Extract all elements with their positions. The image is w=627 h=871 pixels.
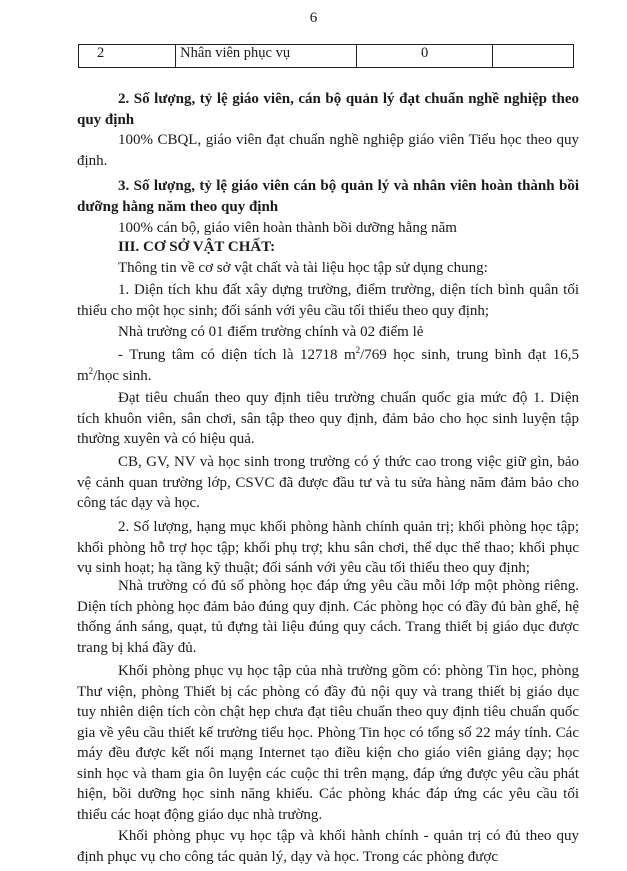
learning-rooms-text: Khối phòng phục vụ học tập của nhà trường gồm có: phòng Tin học, phòng Thư viện, phòng Thiết bị các phòng có đầy đủ nội quy và trang thiết bị giáo dục tuy nhiên diện tích còn chật hẹp chưa đạt tiêu chuẩn theo quy định tiêu chuẩn quốc gia về yêu cầu thiết kế trường tiểu học. Phòng Tin học có tổng số 22 máy tính. Các máy đều được kết nối mạng Internet tạo điều kiện cho giáo viên giảng dạy; học sinh học và tham gia ôn luyện các cuộc thi trên mạng, đáp ứng được yêu cầu phát hiện, bồi dưỡng học sinh năng khiếu. Các phòng khác đáp ứng các yêu cầu tối thiểu các hoạt động giáo dục nhà trường.: [77, 663, 579, 823]
section-2-body: 100% CBQL, giáo viên đạt chuẩn nghề nghiệp giáo viên Tiểu học theo quy định.: [77, 132, 579, 169]
table-cell-extra: [493, 45, 574, 68]
section-3-body: 100% cán bộ, giáo viên hoàn thành bồi dưỡng hằng năm: [118, 220, 457, 236]
part-3-heading: III. CƠ SỞ VẬT CHẤT:: [118, 239, 276, 255]
area-text-c: /học sinh.: [93, 367, 152, 384]
page-number: 6: [309, 10, 318, 26]
facilities-intro: Thông tin về cơ sở vật chất và tài liệu học tập sử dụng chung:: [118, 260, 488, 276]
area-text-b: /769 học sinh, trung bình đạt 16,5 m: [77, 347, 579, 384]
area-text-a: - Trung tâm có diện tích là 12718 m: [118, 347, 356, 363]
campus-text: Nhà trường có 01 điểm trường chính và 02 điểm lẻ: [118, 324, 424, 340]
table-cell-stt: 2: [79, 45, 176, 68]
awareness-text: CB, GV, NV và học sinh trong trường có ý thức cao trong việc giữ gìn, bảo vệ cảnh quan trường lớp, CSVC đã được đầu tư và tu sửa hàng năm đảm bảo cho công tác dạy và học.: [77, 454, 579, 511]
area-unit-sup: 2: [355, 345, 361, 355]
section-2-heading: 2. Số lượng, tỷ lệ giáo viên, cán bộ quản lý đạt chuẩn nghề nghiệp theo quy định: [77, 91, 579, 128]
item-1-text: 1. Diện tích khu đất xây dựng trường, điểm trường, diện tích bình quân tối thiểu cho một học sinh; đối sánh với yêu cầu tối thiểu theo quy định;: [77, 282, 579, 319]
admin-rooms-text: Khối phòng phục vụ học tập và khối hành chính - quản trị có đủ theo quy định phục vụ cho công tác quản lý, dạy và học. Trong các phòng được: [77, 828, 579, 865]
table-cell-label: Nhân viên phục vụ: [176, 45, 357, 68]
staff-table: [78, 44, 574, 68]
table-row: [79, 45, 574, 68]
table-cell-value: 0: [357, 45, 493, 68]
classrooms-text: Nhà trường có đủ số phòng học đáp ứng yêu cầu mỗi lớp một phòng riêng. Diện tích phòng học đảm bảo đúng quy định. Các phòng học có đầy đủ bàn ghế, hệ thống ánh sáng, quạt, tủ đựng tài liệu đúng quy cách. Trang thiết bị giáo dục được trang bị khá đầy đủ.: [77, 578, 579, 656]
standard-text: Đạt tiêu chuẩn theo quy định tiêu trường chuẩn quốc gia mức độ 1. Diện tích khuôn viên, sân chơi, sân tập theo quy định, đảm bảo cho học sinh luyện tập thường xuyên và có hiệu quả.: [77, 390, 579, 447]
area-text: [77, 345, 579, 386]
section-3-heading: 3. Số lượng, tỷ lệ giáo viên cán bộ quản lý và nhân viên hoàn thành bồi dưỡng hằng năm theo quy định: [77, 178, 579, 215]
area-unit-sup-2: 2: [88, 365, 94, 376]
item-2-text: 2. Số lượng, hạng mục khối phòng hành chính quản trị; khối phòng học tập; khối phòng hỗ trợ học tập; khối phụ trợ; khu sân chơi, thể dục thể thao; khối phục vụ sinh hoạt; hạ tầng kỹ thuật; đối sánh với yêu cầu tối thiểu theo quy định;: [77, 519, 579, 576]
